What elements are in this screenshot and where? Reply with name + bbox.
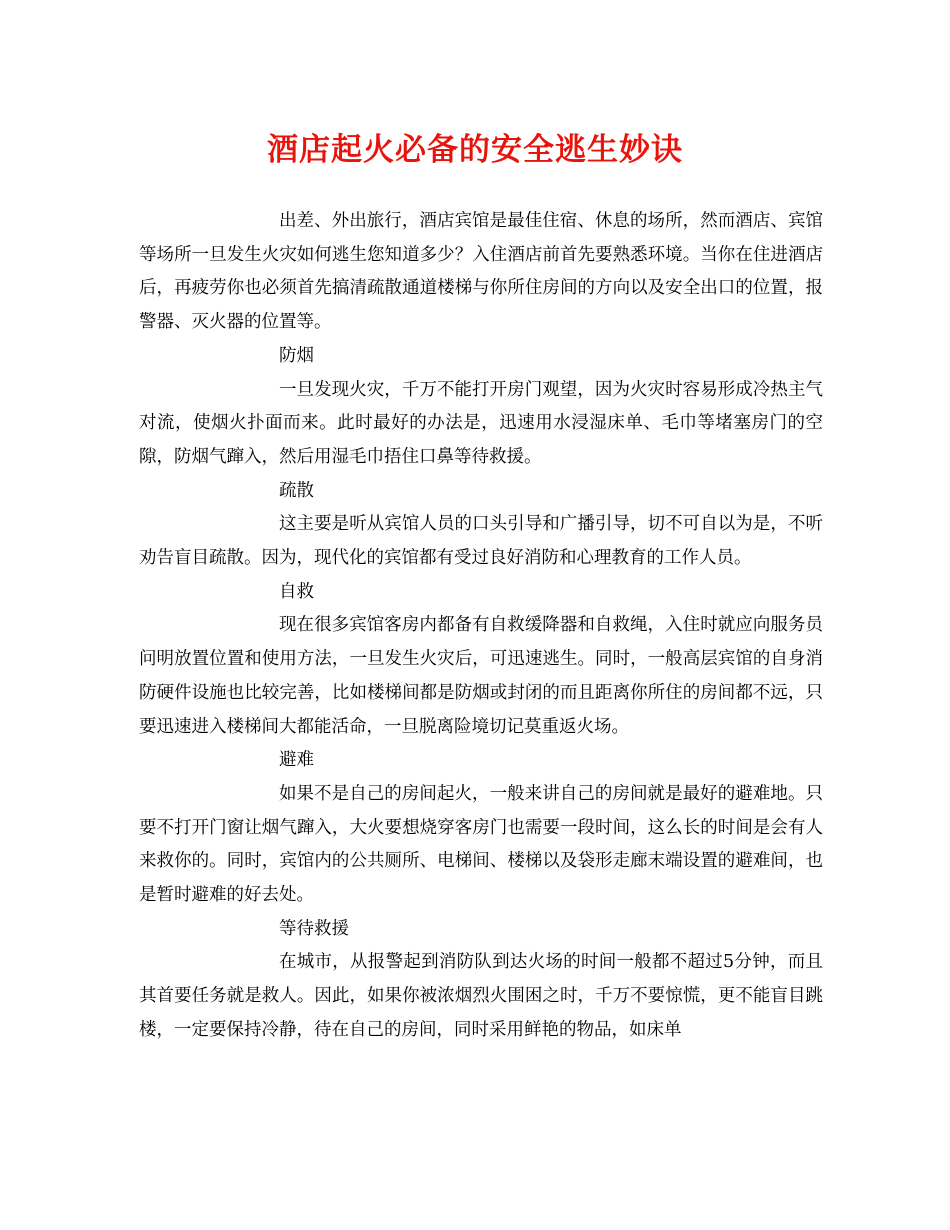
paragraph-shelter: 如果不是自己的房间起火，一般来讲自己的房间就是最好的避难地。只要不打开门窗让烟气蹿入，大火要想烧穿客房门也需要一段时间，这么长的时间是会有人来救你的。同时，宾馆内的公共厕所、电梯间、楼梯以及袋形走廊末端设置的避难间，也是暂时避难的好去处。 [139, 783, 823, 906]
section-heading-await-rescue: 等待救援 [279, 918, 349, 939]
section-heading-evacuate: 疏散 [279, 480, 314, 501]
document-body [139, 205, 823, 1048]
paragraph-smoke: 一旦发现火灾，千万不能打开房门观望，因为火灾时容易形成冷热主气对流，使烟火扑面而来。此时最好的办法是，迅速用水浸湿床单、毛巾等堵塞房门的空隙，防烟气蹿入，然后用湿毛巾捂住口鼻等待救援。 [139, 379, 823, 467]
paragraph-intro: 出差、外出旅行，酒店宾馆是最佳住宿、休息的场所，然而酒店、宾馆等场所一旦发生火灾如何逃生您知道多少？入住酒店前首先要熟悉环境。当你在住进酒店后，再疲劳你也必须首先搞清疏散通道楼梯与你所住房间的方向以及安全出口的位置，报警器、灭火器的位置等。 [139, 211, 823, 333]
document-title: 酒店起火必备的安全逃生妙诀 [267, 132, 683, 168]
section-heading-self-rescue: 自救 [279, 581, 314, 602]
paragraph-self-rescue: 现在很多宾馆客房内都备有自救缓降器和自救绳，入住时就应向服务员问明放置位置和使用方法，一旦发生火灾后，可迅速逃生。同时，一般高层宾馆的自身消防硬件设施也比较完善，比如楼梯间都是防烟或封闭的而且距离你所住的房间都不远，只要迅速进入楼梯间大都能活命，一旦脱离险境切记莫重返火场。 [139, 615, 823, 737]
section-heading-shelter: 避难 [279, 750, 314, 771]
paragraph-evacuate: 这主要是听从宾馆人员的口头引导和广播引导，切不可自以为是，不听劝告盲目疏散。因为，现代化的宾馆都有受过良好消防和心理教育的工作人员。 [139, 514, 823, 569]
paragraph-await-rescue: 在城市，从报警起到消防队到达火场的时间一般都不超过5分钟，而且其首要任务就是救人。因此，如果你被浓烟烈火围困之时，千万不要惊慌，更不能盲目跳楼，一定要保持冷静，待在自己的房间，同时采用鲜艳的物品，如床单 [139, 952, 823, 1040]
section-heading-smoke: 防烟 [279, 345, 314, 366]
